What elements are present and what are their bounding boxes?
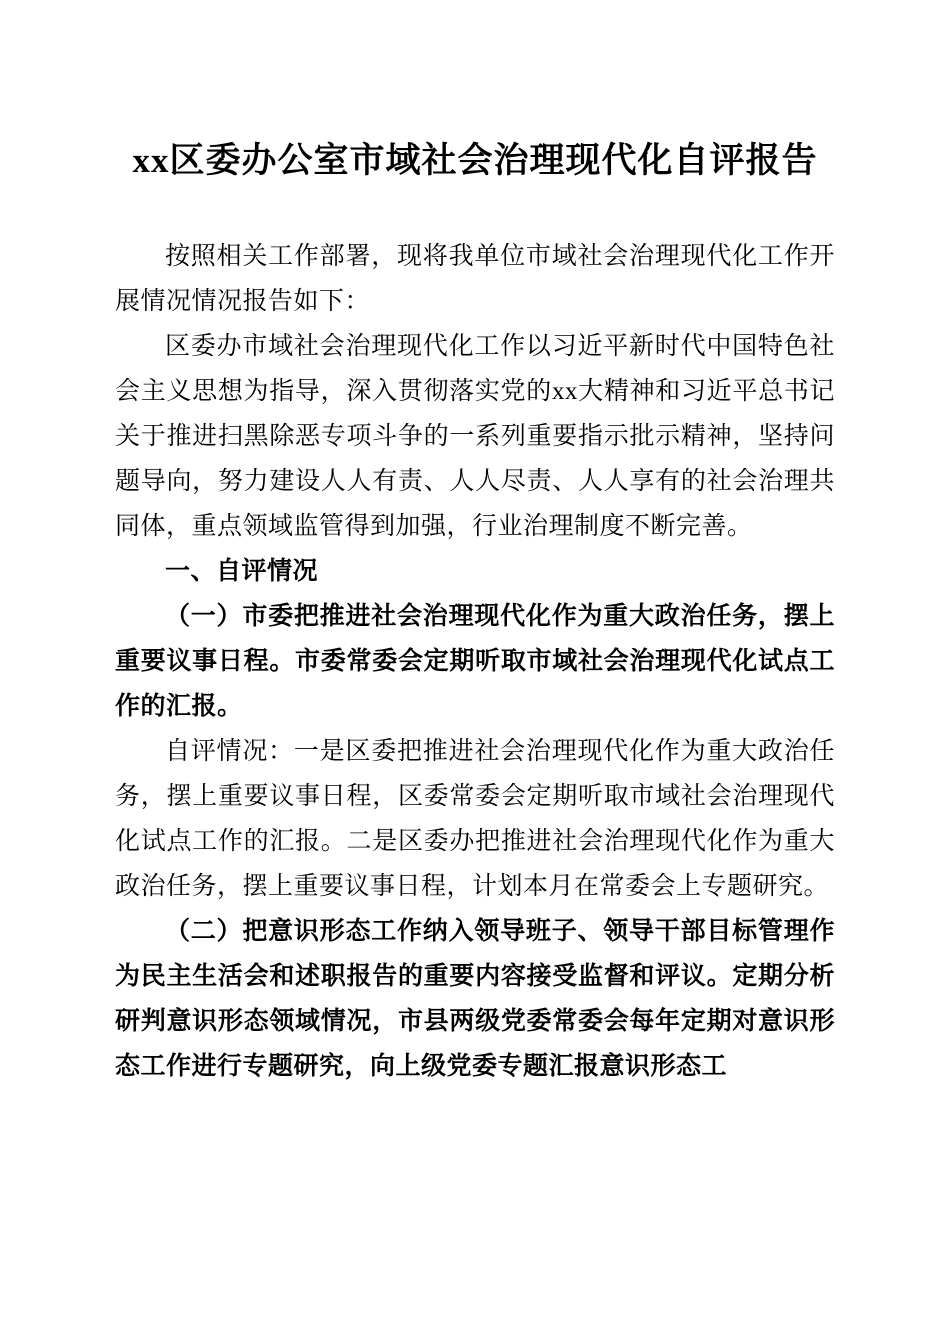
paragraph-item-1: （一）市委把推进社会治理现代化作为重大政治任务，摆上重要议事日程。市委常委会定期听取市域社会治理现代化试点工作的汇报。 [115, 603, 835, 720]
paragraph-item-1-response: 自评情况：一是区委把推进社会治理现代化作为重大政治任务，摆上重要议事日程，区委常委会定期听取市域社会治理现代化试点工作的汇报。二是区委办把推进社会治理现代化作为重大政治任务，摆上重要议事日程，计划本月在常委会上专题研究。 [115, 738, 835, 900]
paragraph-intro: 按照相关工作部署，现将我单位市域社会治理现代化工作开展情况情况报告如下： [115, 243, 835, 315]
paragraph-overview: 区委办市域社会治理现代化工作以习近平新时代中国特色社会主义思想为指导，深入贯彻落实党的xx大精神和习近平总书记关于推进扫黑除恶专项斗争的一系列重要指示批示精神，坚持问题导向，努力建设人人有责、人人尽责、人人享有的社会治理共同体，重点领域监管得到加强，行业治理制度不断完善。 [115, 333, 835, 540]
document-title: xx区委办公室市域社会治理现代化自评报告 [132, 141, 818, 180]
section-heading-self-evaluation: 一、自评情况 [165, 557, 319, 585]
paragraph-item-2: （二）把意识形态工作纳入领导班子、领导干部目标管理作为民主生活会和述职报告的重要内容接受监督和评议。定期分析研判意识形态领域情况，市县两级党委常委会每年定期对意识形态工作进行专题研究，向上级党委专题汇报意识形态工 [115, 918, 835, 1080]
